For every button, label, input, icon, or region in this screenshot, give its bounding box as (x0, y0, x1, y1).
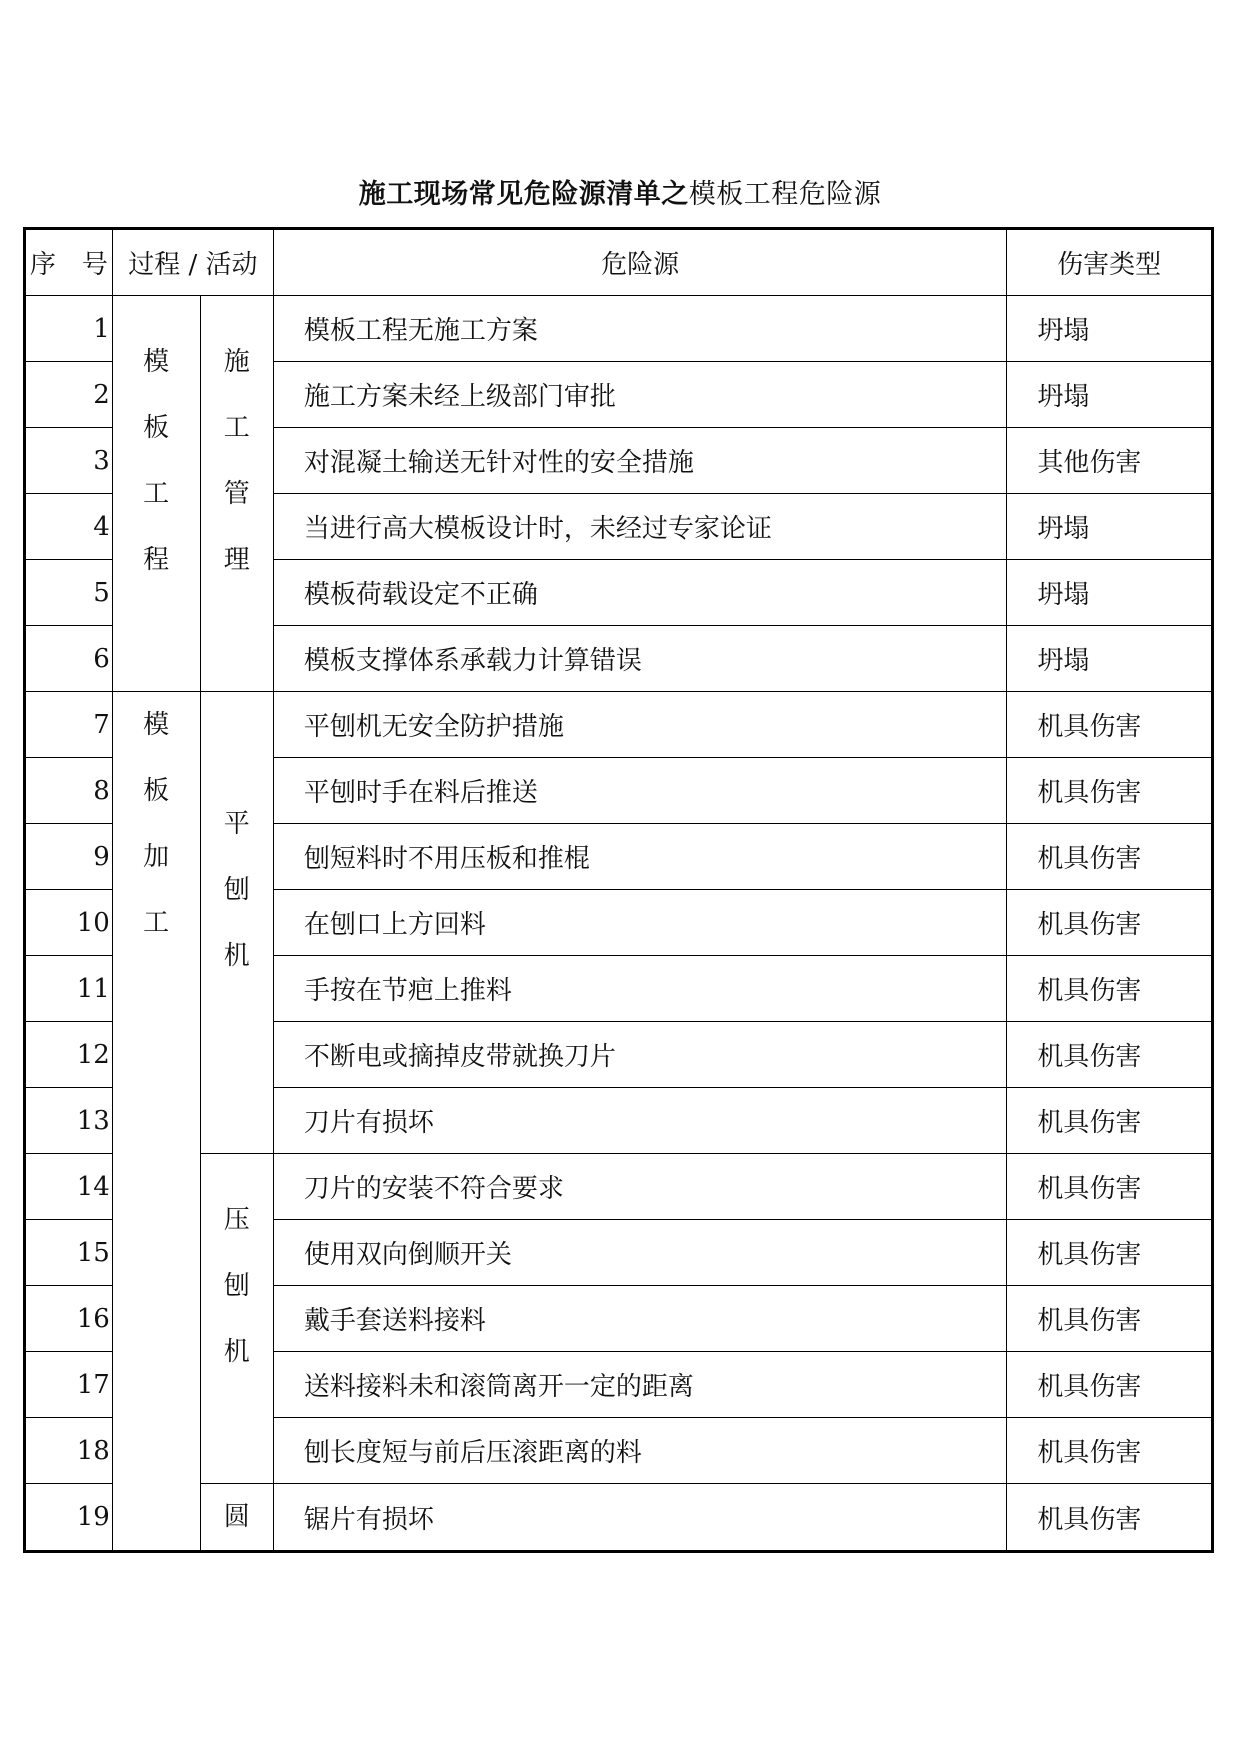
row-number: 8 (25, 758, 113, 824)
row-number: 19 (25, 1484, 113, 1552)
harm-type-cell: 机具伤害 (1007, 1352, 1213, 1418)
hazard-cell: 刨长度短与前后压滚距离的料 (273, 1418, 1006, 1484)
hazard-cell: 模板支撑体系承载力计算错误 (273, 626, 1006, 692)
row-number: 3 (25, 428, 113, 494)
process-group-processing (112, 692, 200, 1552)
activity-thicknesser (200, 1154, 273, 1484)
hazard-cell: 刨短料时不用压板和推棍 (273, 824, 1006, 890)
hazard-cell: 施工方案未经上级部门审批 (273, 362, 1006, 428)
page-title (0, 172, 1240, 211)
header-hazard: 危险源 (273, 229, 1006, 296)
title-suffix: 模板工程危险源 (688, 179, 882, 210)
vertical-char: 刨 (223, 875, 250, 905)
harm-type-cell: 机具伤害 (1007, 1022, 1213, 1088)
header-row (25, 229, 1213, 296)
activity-circular-saw (200, 1484, 273, 1552)
harm-type-cell: 机具伤害 (1007, 1484, 1213, 1552)
vertical-char: 板 (143, 776, 170, 806)
row-number: 15 (25, 1220, 113, 1286)
hazard-cell: 刀片的安装不符合要求 (273, 1154, 1006, 1220)
row-number: 14 (25, 1154, 113, 1220)
process-group-formwork (112, 296, 200, 692)
harm-type-cell: 机具伤害 (1007, 824, 1213, 890)
row-number: 18 (25, 1418, 113, 1484)
hazard-cell: 在刨口上方回料 (273, 890, 1006, 956)
harm-type-cell: 机具伤害 (1007, 1154, 1213, 1220)
harm-type-cell: 坍塌 (1007, 626, 1213, 692)
vertical-char: 机 (223, 1337, 250, 1367)
row-number: 4 (25, 494, 113, 560)
harm-type-cell: 其他伤害 (1007, 428, 1213, 494)
harm-type-cell: 机具伤害 (1007, 692, 1213, 758)
harm-type-cell: 机具伤害 (1007, 956, 1213, 1022)
vertical-char: 工 (223, 413, 250, 443)
hazard-table (23, 227, 1214, 1553)
row-number: 11 (25, 956, 113, 1022)
vertical-char: 板 (143, 413, 170, 443)
vertical-char: 加 (143, 842, 170, 872)
vertical-char: 模 (143, 347, 170, 377)
table-row (25, 1154, 1213, 1220)
vertical-char: 程 (143, 545, 170, 575)
hazard-cell: 刀片有损坏 (273, 1088, 1006, 1154)
header-harm: 伤害类型 (1007, 229, 1213, 296)
row-number: 6 (25, 626, 113, 692)
harm-type-cell: 坍塌 (1007, 494, 1213, 560)
vertical-char: 压 (223, 1205, 250, 1235)
harm-type-cell: 坍塌 (1007, 362, 1213, 428)
vertical-char: 理 (223, 545, 250, 575)
table-row (25, 296, 1213, 362)
vertical-char: 机 (223, 941, 250, 971)
row-number: 12 (25, 1022, 113, 1088)
hazard-cell: 戴手套送料接料 (273, 1286, 1006, 1352)
vertical-char: 施 (223, 347, 250, 377)
table-body (25, 296, 1213, 1552)
harm-type-cell: 机具伤害 (1007, 758, 1213, 824)
hazard-cell: 锯片有损坏 (273, 1484, 1006, 1552)
harm-type-cell: 机具伤害 (1007, 1220, 1213, 1286)
vertical-char: 平 (223, 809, 250, 839)
title-prefix: 施工现场常见危险源清单之 (358, 179, 689, 210)
row-number: 10 (25, 890, 113, 956)
hazard-cell: 使用双向倒顺开关 (273, 1220, 1006, 1286)
harm-type-cell: 机具伤害 (1007, 1286, 1213, 1352)
harm-type-cell: 机具伤害 (1007, 1418, 1213, 1484)
vertical-char: 工 (143, 479, 170, 509)
hazard-cell: 对混凝土输送无针对性的安全措施 (273, 428, 1006, 494)
vertical-char: 圆 (223, 1502, 250, 1532)
vertical-char: 工 (143, 908, 170, 938)
header-index: 序 号 (25, 229, 113, 296)
row-number: 9 (25, 824, 113, 890)
header-process: 过程 / 活动 (112, 229, 273, 296)
activity-construction-management (200, 296, 273, 692)
hazard-cell: 模板荷载设定不正确 (273, 560, 1006, 626)
hazard-cell: 平刨时手在料后推送 (273, 758, 1006, 824)
harm-type-cell: 坍塌 (1007, 296, 1213, 362)
row-number: 5 (25, 560, 113, 626)
vertical-char: 管 (223, 479, 250, 509)
row-number: 13 (25, 1088, 113, 1154)
row-number: 17 (25, 1352, 113, 1418)
harm-type-cell: 机具伤害 (1007, 1088, 1213, 1154)
harm-type-cell: 坍塌 (1007, 560, 1213, 626)
vertical-char: 模 (143, 710, 170, 740)
hazard-cell: 当进行高大模板设计时，未经过专家论证 (273, 494, 1006, 560)
hazard-cell: 手按在节疤上推料 (273, 956, 1006, 1022)
table-row (25, 692, 1213, 758)
activity-planer (200, 692, 273, 1154)
hazard-cell: 平刨机无安全防护措施 (273, 692, 1006, 758)
hazard-cell: 模板工程无施工方案 (273, 296, 1006, 362)
row-number: 7 (25, 692, 113, 758)
row-number: 2 (25, 362, 113, 428)
row-number: 1 (25, 296, 113, 362)
hazard-cell: 不断电或摘掉皮带就换刀片 (273, 1022, 1006, 1088)
row-number: 16 (25, 1286, 113, 1352)
vertical-char: 刨 (223, 1271, 250, 1301)
hazard-cell: 送料接料未和滚筒离开一定的距离 (273, 1352, 1006, 1418)
table-row (25, 1484, 1213, 1552)
harm-type-cell: 机具伤害 (1007, 890, 1213, 956)
